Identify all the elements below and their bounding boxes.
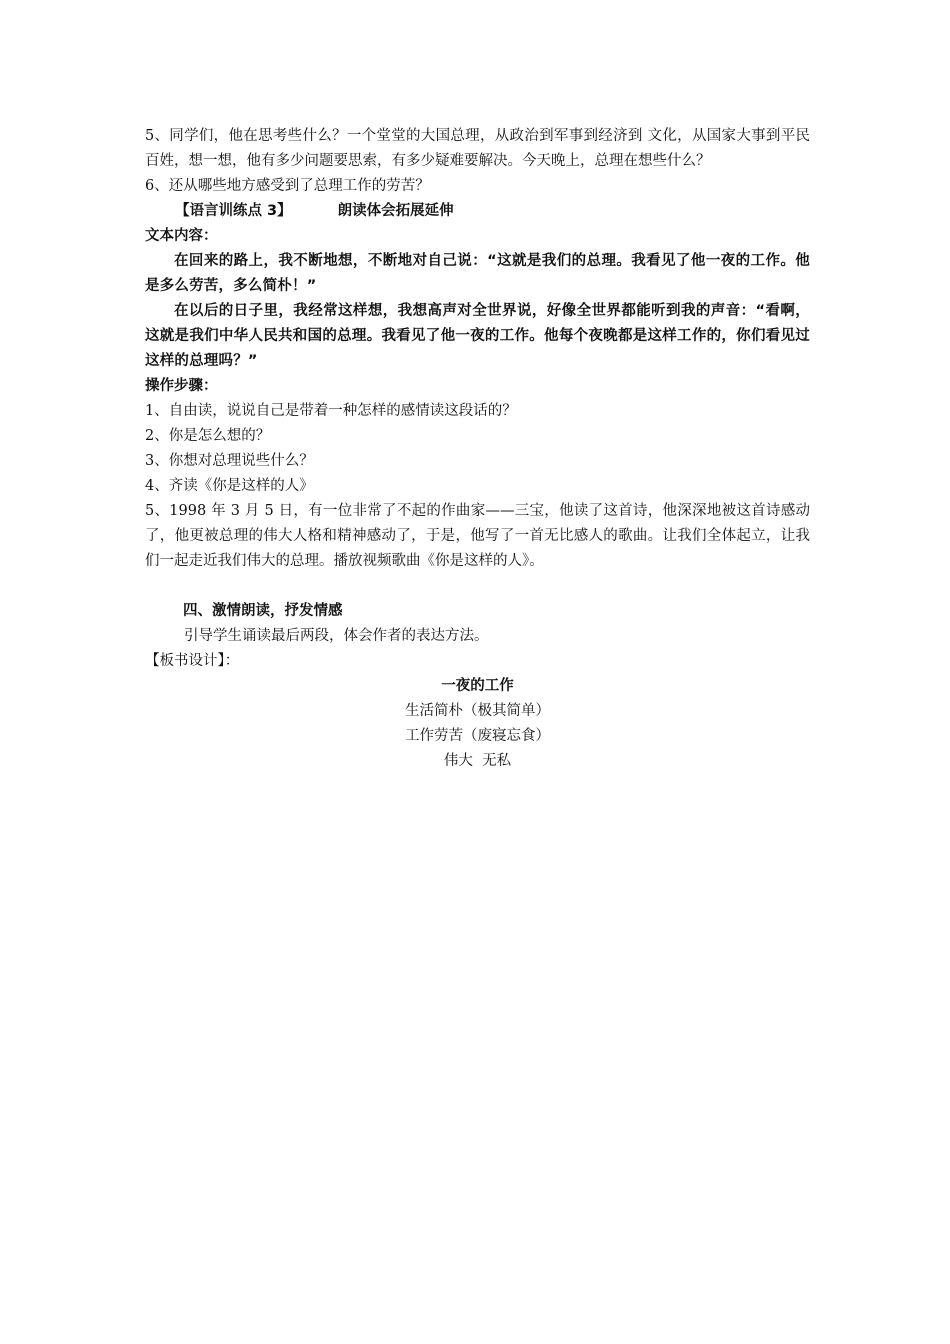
question-5: 5、同学们，他在思考些什么？一个堂堂的大国总理，从政治到军事到经济到 文化，从国家大事到平民百姓，想一想，他有多少问题要思索，有多少疑难要解决。今天晚上，总理在想些什么？ xyxy=(145,128,810,169)
board-design xyxy=(145,674,810,774)
document-page xyxy=(145,124,810,774)
board-label: 【板书设计】： xyxy=(145,653,240,669)
training-point-heading xyxy=(145,199,810,224)
question-6: 6、还从哪些地方感受到了总理工作的劳苦？ xyxy=(145,178,430,194)
part4-text: 引导学生诵读最后两段，体会作者的表达方法。 xyxy=(184,628,489,644)
board-line-2: 工作劳苦（废寝忘食） xyxy=(405,728,550,744)
part4-heading: 四、激情朗读，抒发情感 xyxy=(183,603,343,619)
steps-heading: 操作步骤： xyxy=(145,378,218,394)
training-point-title: 朗读体会拓展延伸 xyxy=(337,203,454,219)
step-item-4: 4、齐读《你是这样的人》 xyxy=(145,478,314,494)
step-item-5: 5、1998 年 3 月 5 日，有一位非常了不起的作曲家——三宝，他读了这首诗，他深深地被这首诗感动了，他更被总理的伟大人格和精神感动了，于是，他写了一首无比感人的歌曲。让我们全体起立，让我们一起走近我们伟大的总理。播放视频歌曲《你是这样的人》。 xyxy=(145,503,810,569)
training-point-label: 【语言训练点 3】 xyxy=(175,203,292,219)
section-spacer xyxy=(145,574,810,599)
text-content-para-1: 在回来的路上，我不断地想，不断地对自己说：“这就是我们的总理。我看见了他一夜的工作。他是多么劳苦，多么简朴！” xyxy=(145,253,810,294)
step-item-1: 1、自由读，说说自己是带着一种怎样的感情读这段话的？ xyxy=(145,403,517,419)
board-line-1: 生活简朴（极其简单） xyxy=(405,703,550,719)
step-item-3: 3、你想对总理说些什么？ xyxy=(145,453,314,469)
board-title: 一夜的工作 xyxy=(441,678,514,694)
text-content-para-2: 在以后的日子里，我经常这样想，我想高声对全世界说，好像全世界都能听到我的声音：“看啊，这就是我们中华人民共和国的总理。我看见了他一夜的工作。他每个夜晚都是这样工作的，你们看见过这样的总理吗？” xyxy=(145,303,810,369)
text-content-heading: 文本内容： xyxy=(145,228,218,244)
board-line-3: 伟大 无私 xyxy=(443,753,512,769)
step-item-2: 2、你是怎么想的？ xyxy=(145,428,271,444)
